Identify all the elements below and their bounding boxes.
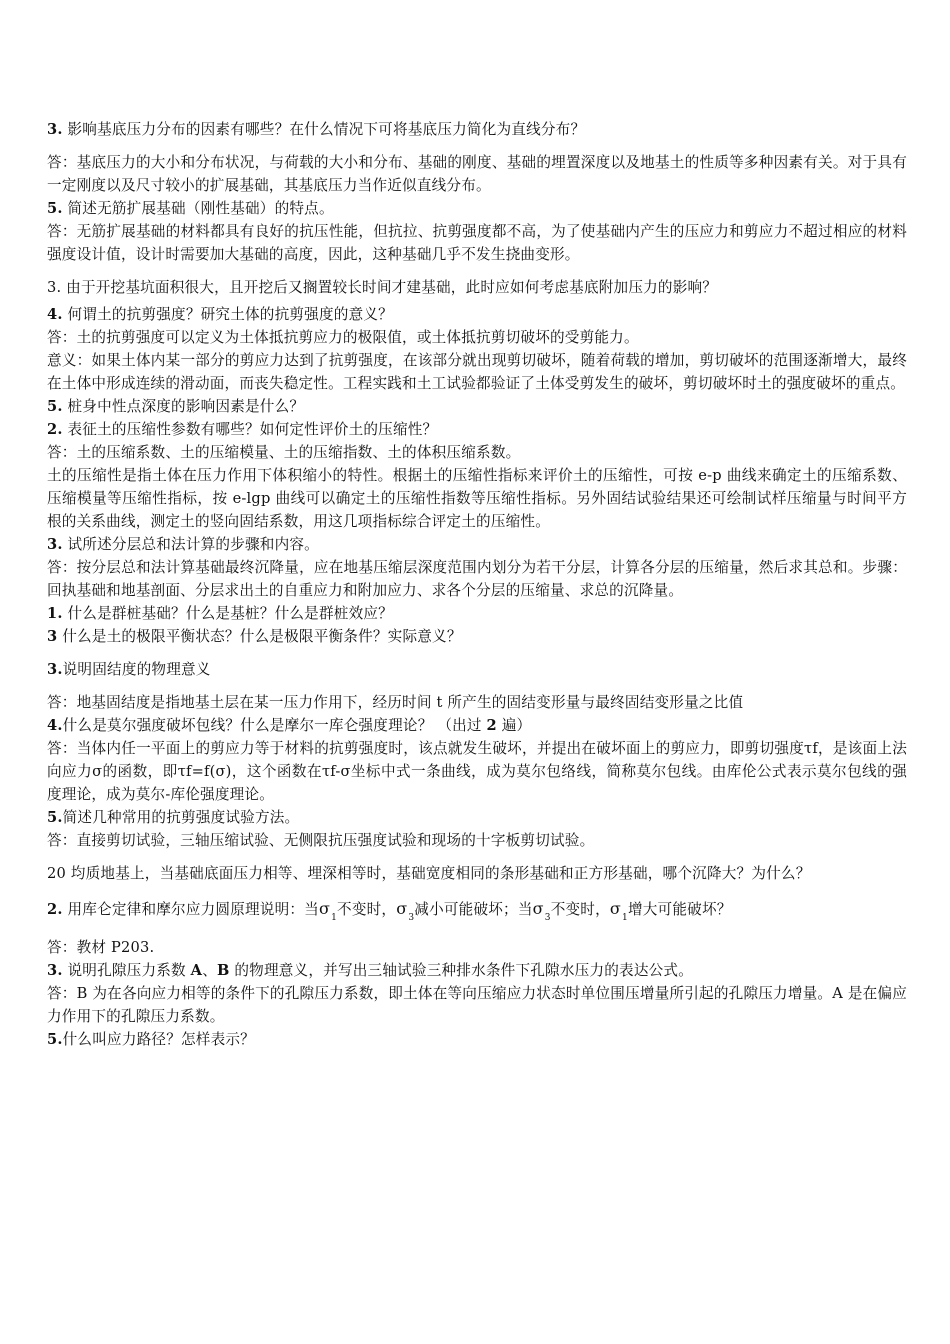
document-page bbox=[47, 118, 907, 1051]
answer-pore-pressure-coefficients: 答：B 为在各向应力相等的条件下的孔隙压力系数，即土体在等向压缩应力状态时单位围压增量所引起的孔隙压力增量。A 是在偏应力作用下的孔隙压力系数。 bbox=[47, 985, 907, 1025]
question-3-consolidation-degree: 3.说明固结度的物理意义 bbox=[47, 661, 211, 678]
question-5-stress-path: 5.什么叫应力路径？怎样表示？ bbox=[47, 1031, 255, 1048]
question-3-pit-excavation: 3. 由于开挖基坑面积很大，且开挖后又搁置较长时间才建基础，此时应如何考虑基底附加压力的影响？ bbox=[47, 279, 718, 296]
question-5-shear-tests: 5.简述几种常用的抗剪强度试验方法。 bbox=[47, 809, 300, 826]
question-3-pore-pressure-coefficients: 3. 说明孔隙压力系数 A、B 的物理意义，并写出三轴试验三种排水条件下孔隙水压力的表达公式。 bbox=[47, 962, 693, 979]
question-2-compressibility: 2. 表征土的压缩性参数有哪些？如何定性评价土的压缩性？ bbox=[47, 421, 438, 438]
answer-compressibility-params: 答：土的压缩系数、土的压缩模量、土的压缩指数、土的体积压缩系数。 bbox=[47, 444, 521, 461]
answer-textbook-reference: 答：教材 P203. bbox=[47, 939, 155, 956]
significance-shear-strength: 意义：如果土体内某一部分的剪应力达到了抗剪强度，在该部分就出现剪切破坏，随着荷载的增加，剪切破坏的范围逐渐增大，最终在土体中形成连续的滑动面，而丧失稳定性。工程实践和土工试验都验证了土体受剪发生的破坏，剪切破坏时土的强度破坏的重点。 bbox=[47, 352, 907, 392]
answer-shear-tests: 答：直接剪切试验，三轴压缩试验、无侧限抗压强度试验和现场的十字板剪切试验。 bbox=[47, 832, 595, 849]
answer-shear-strength: 答：土的抗剪强度可以定义为土体抵抗剪应力的极限值，或土体抵抗剪切破坏的受剪能力。 bbox=[47, 329, 639, 346]
answer-base-pressure: 答：基底压力的大小和分布状况，与荷载的大小和分布、基础的刚度、基础的埋置深度以及地基土的性质等多种因素有关。对于具有一定刚度以及尺寸较小的扩展基础，其基底压力当作近似直线分布。 bbox=[47, 154, 907, 194]
answer-layerwise-summation: 答：按分层总和法计算基础最终沉降量，应在地基压缩层深度范围内划分为若干分层，计算各分层的压缩量，然后求其总和。步骤：回执基础和地基剖面、分层求出土的自重应力和附加应力、求各个分层的压缩量、求总的沉降量。 bbox=[47, 559, 907, 599]
question-20-settlement: 20 均质地基上，当基础底面压力相等、埋深相等时，基础宽度相同的条形基础和正方形基础，哪个沉降大？为什么？ bbox=[47, 865, 811, 882]
answer-consolidation-degree: 答：地基固结度是指地基土层在某一压力作用下，经历时间 t 所产生的固结变形量与最终固结变形量之比值 bbox=[47, 694, 744, 711]
answer-compressibility-evaluation: 土的压缩性是指土体在压力作用下体积缩小的特性。根据土的压缩性指标来评价土的压缩性，可按 e-p 曲线来确定土的压缩系数、压缩模量等压缩性指标，按 e-lgp 曲线可以确定土的压缩性指数等压缩性指标。另外固结试验结果还可绘制试样压缩量与时间平方根的关系曲线，测定土的竖向固结系数，用这几项指标综合评定土的压缩性。 bbox=[47, 467, 907, 530]
question-5-rigid-foundation: 5. 简述无筋扩展基础（刚性基础）的特点。 bbox=[47, 200, 334, 217]
question-5-neutral-point: 5. 桩身中性点深度的影响因素是什么？ bbox=[47, 398, 305, 415]
answer-rigid-foundation: 答：无筋扩展基础的材料都具有良好的抗压性能，但抗拉、抗剪强度都不高，为了使基础内产生的压应力和剪应力不超过相应的材料强度设计值，设计时需要加大基础的高度，因此，这种基础几乎不发生挠曲变形。 bbox=[47, 223, 907, 263]
answer-mohr-envelope: 答：当体内任一平面上的剪应力等于材料的抗剪强度时，该点就发生破坏，并提出在破坏面上的剪应力，即剪切强度τf，是该面上法向应力σ的函数，即τf=f(σ)，这个函数在τf-σ坐标中式一条曲线，成为莫尔包络线，简称莫尔包线。由库伦公式表示莫尔包线的强度理论，成为莫尔-库伦强度理论。 bbox=[47, 740, 907, 803]
question-3-layerwise-summation: 3. 试所述分层总和法计算的步骤和内容。 bbox=[47, 536, 319, 553]
question-3-base-pressure: 3. 影响基底压力分布的因素有哪些？在什么情况下可将基底压力简化为直线分布？ bbox=[47, 121, 586, 138]
question-2-coulomb-mohr: 2. 用库仑定律和摩尔应力圆原理说明：当$\sigma_1$不变时，$\sigma_3$减小可能破坏；当$\sigma_3$不变时，$\sigma_1$增大可能破坏？ bbox=[47, 899, 732, 923]
question-4-shear-strength: 4. 何谓土的抗剪强度？研究土体的抗剪强度的意义？ bbox=[47, 306, 393, 323]
question-4-mohr-envelope: 4.什么是莫尔强度破坏包线？什么是摩尔一库仑强度理论？ （出过 2 遍） bbox=[47, 717, 532, 734]
question-1-pile-group: 1. 什么是群桩基础？什么是基桩？什么是群桩效应？ bbox=[47, 605, 393, 622]
question-3-limit-equilibrium: 3 什么是土的极限平衡状态？什么是极限平衡条件？实际意义？ bbox=[47, 628, 462, 645]
